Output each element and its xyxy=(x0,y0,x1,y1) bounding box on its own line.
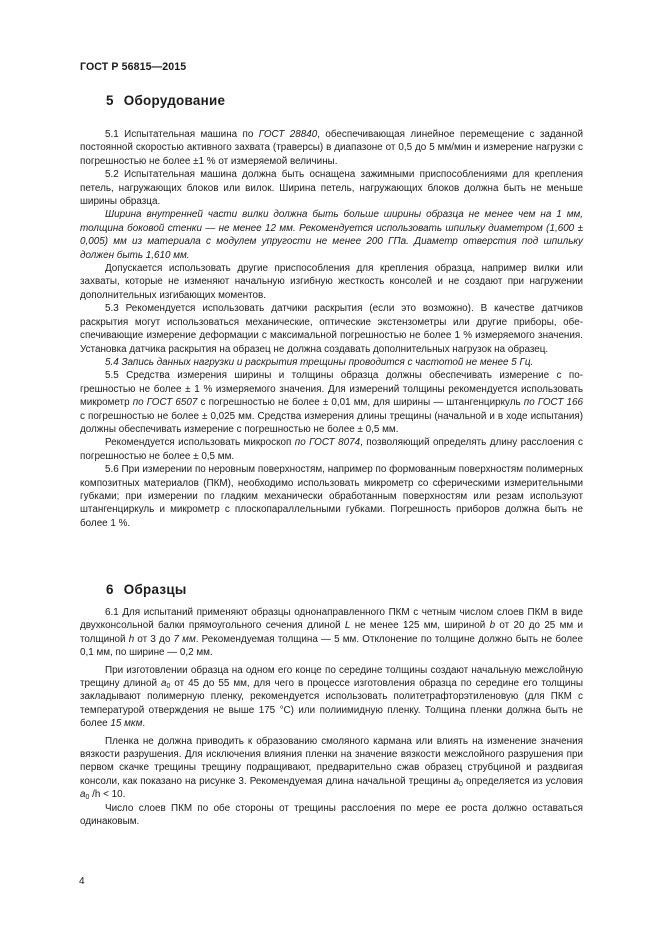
section-5-body xyxy=(80,128,583,530)
section-6-number: 6 xyxy=(106,582,114,597)
paragraph-layers: Число слоев ПКМ по обе стороны от трещины расслоения по мере ее роста должно оставаться одинаковым. xyxy=(80,802,583,828)
section-5-title: Оборудование xyxy=(123,93,226,108)
paragraph-6-1: 6.1 Для испытаний применяют образцы однонаправленного ПКМ с четным числом слоев ПКМ в виде двухконсольной балки прямоугольного сечения длиной L не менее 125 мм, шириной b от 20 до 25 мм и толщиной h от 3 до 7 мм. Рекомендуемая толщина — 5 мм. Отклонение по толщине должно быть не более 0,1 мм, по ширине — 0,2 мм. xyxy=(80,607,584,659)
paragraph-film: Пленка не должна приводить к образованию смоляного кармана или влиять на изменение значения вязкости разрушения. Для исключения влияния пленки на значение вязкости межслойного разрушения при первом скачке трещины трещину подращивают, предварительно сжав образец струбциной и раздвигая консоли, как показано на рисунке 3. Рекомендуемая длина начальной трещины $a_0$ определяется из условия $a_0$ /h < 10. xyxy=(80,735,583,802)
paragraph-5-3: 5.3 Рекомендуется использовать датчики раскрытия (если это возможно). В качестве датчиков раскрытия могут использоваться механические, оптические экстензометры или другие приборы, обеспечивающие измерение деформации с максимальной погрешностью не более 1 % измеряемого значения. Установка датчика раскрытия на образец не должна создавать дополнительных нагрузок на образец. xyxy=(80,303,583,355)
ref-gost-166: по ГОСТ 166 xyxy=(523,397,583,409)
section-5-number: 5 xyxy=(106,93,114,108)
section-5-heading xyxy=(106,93,225,108)
ref-gost-28840: ГОСТ 28840 xyxy=(258,129,318,140)
document-code: ГОСТ Р 56815—2015 xyxy=(80,61,187,73)
paragraph-5-2: 5.2 Испытательная машина должна быть оснащена зажимными приспособлениями для крепления петель, нагружающих блоков или вилок. Ширина петель, нагружающих блоков должна быть не меньше ширины образца. xyxy=(80,169,583,208)
paragraph-5-5: 5.5 Средства измерения ширины и толщины образца должны обеспечивать измерение с погрешностью не более ± 1 % измеряемого значения. Для измерений толщины рекомендуется использовать микрометр по ГОСТ 6507 с погрешностью не более ± 0,01 мм, для ширины — штангенциркуль по ГОСТ 166 с погрешностью не более ± 0,025 мм. Средства измерения длины трещины (начальной и в ходе испытания) должны обеспечивать измерение с погрешностью не более ± 0,5 мм. xyxy=(80,370,583,435)
paragraph-5-1: 5.1 Испытательная машина по ГОСТ 28840, обеспечивающая линейное перемещение с заданной постоянной скоростью активного захвата (траверсы) в диапазоне от 0,5 до 5 мм/мин и измерение нагрузки с погрешностью не более ±1 % от измеряемой величины. xyxy=(80,129,584,167)
paragraph-initial-crack: При изготовлении образца на одном его конце по середине толщины создают начальную межслойную трещину длиной $a_0$ от 45 до 55 мм, для чего в процессе изготовления образца по середине его толщины закладывают полимерную пленку, рекомендуется использовать политетрафторэтиленовую (для ПКМ с температурой отверждения не выше 175 °С) или полиимидную пленку. Толщина пленки должна быть не более 15 мкм. xyxy=(80,664,584,730)
paragraph-other-fixtures: Допускается использовать другие приспособления для крепления образца, например вилки или захваты, которые не изменяют начальную изгибную жесткость консолей и не создают при нагружении дополнительных изгибающих моментов. xyxy=(80,263,583,301)
ref-gost-8074: по ГОСТ 8074 xyxy=(294,437,361,449)
section-6-heading xyxy=(106,582,187,597)
section-6-title: Образцы xyxy=(123,582,187,597)
paragraph-5-6: 5.6 При измерении по неровным поверхностям, например по формованным поверхностям полимерных композитных материалов (ПКМ), необходимо использовать микрометр со сферическими измерительными губками; при измерении по гладким механически обработанным поверхностям или резам используют штангенциркуль и микрометр с плоскопараллельными губками. Погрешность приборов должна быть не более 1 %. xyxy=(80,464,583,529)
section-6-body xyxy=(80,606,583,829)
ref-gost-6507: по ГОСТ 6507 xyxy=(132,397,198,409)
paragraph-fork-width: Ширина внутренней части вилки должна быть больше ширины образца не менее чем на 1 мм, толщина боковой стенки — не менее 12 мм. Рекомендуется использовать шпильку диаметром (1,600 ± 0,005) мм из материала с модулем упругости не менее 200 ГПа. Диаметр отверстия под шпильку должен быть 1,610 мм. xyxy=(80,209,583,261)
paragraph-5-4: 5.4 Запись данных нагрузки и раскрытия трещины проводится с частотой не менее 5 Гц. xyxy=(105,356,534,368)
paragraph-microscope: Рекомендуется использовать микроскоп по ГОСТ 8074, позволяющий определять длину расслоения с погрешностью не более ± 0,5 мм. xyxy=(80,437,583,462)
page-number: 4 xyxy=(79,876,85,887)
